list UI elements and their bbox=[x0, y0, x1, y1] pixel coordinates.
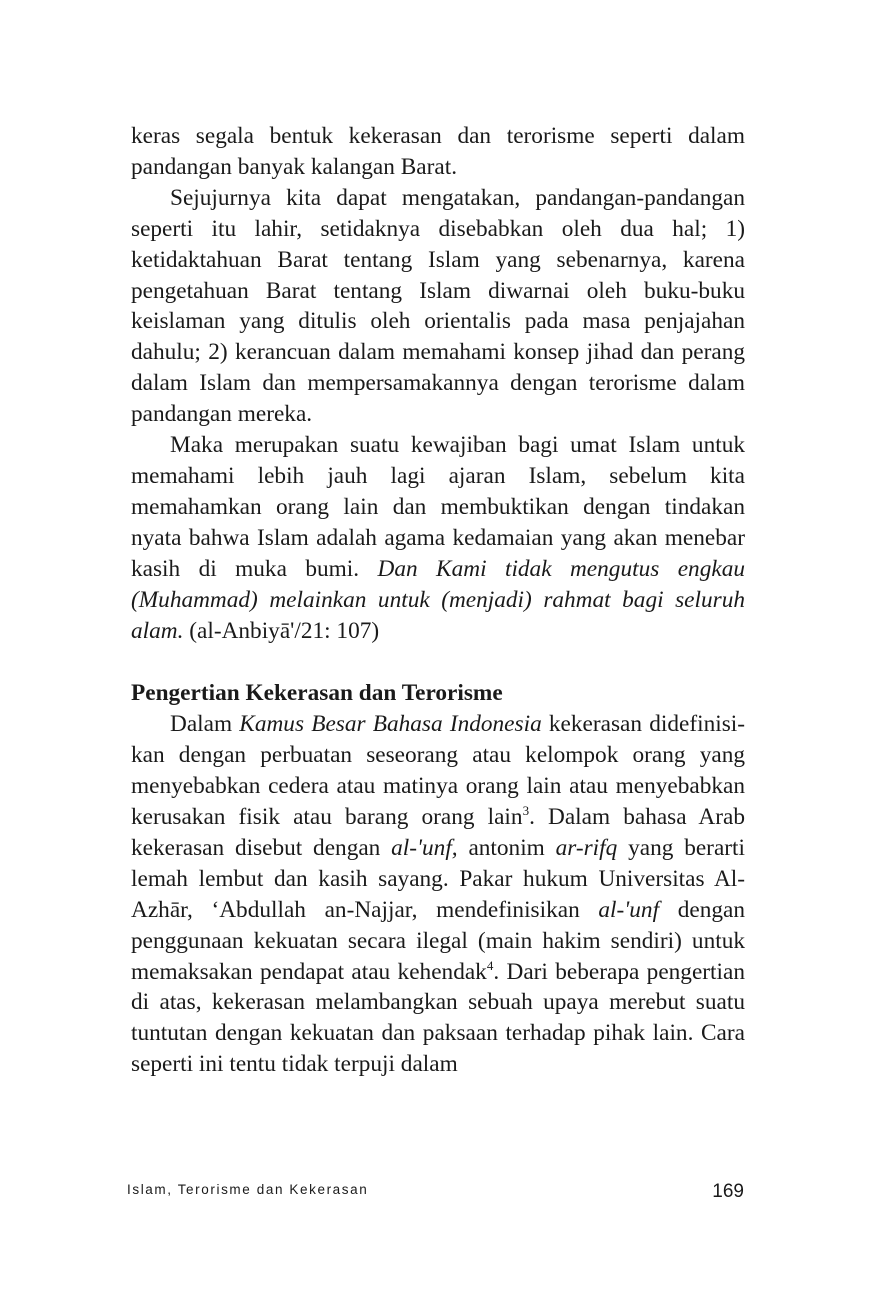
italic-text: Dan Kami tidak mengutus engkau (Muhammad) melainkan untuk (menjadi) rahmat bagi seluruh alam. bbox=[131, 555, 745, 644]
section-heading: Pengertian Kekerasan dan Terorisme bbox=[131, 680, 503, 707]
paragraph bbox=[131, 709, 745, 1080]
footnote-ref: 4 bbox=[486, 957, 494, 973]
page-number: 169 bbox=[712, 1181, 744, 1202]
italic-text: al-'unf bbox=[598, 896, 660, 923]
text-segment: . Dalam bahasa Arab kekerasan disebut dengan bbox=[131, 804, 745, 861]
paragraph bbox=[131, 183, 745, 430]
italic-text: ar-rifq bbox=[555, 834, 618, 861]
section-paragraphs bbox=[131, 709, 745, 1080]
text-segment: Dalam bbox=[170, 711, 240, 738]
body-paragraphs bbox=[131, 121, 745, 646]
italic-text: Kamus Besar Bahasa Indonesia bbox=[239, 711, 542, 738]
text-segment: antonim bbox=[457, 834, 556, 861]
text-segment: (al-Anbiyā'/21: 107) bbox=[183, 617, 380, 644]
italic-text: al-'unf, bbox=[391, 834, 458, 861]
text-segment: yang berarti lemah lembut dan kasih sayang. Pakar hukum Universitas Al-Azhār, ‘Abdullah an-Najjar, mendefinisikan bbox=[131, 834, 745, 923]
text-segment: Maka merupakan suatu kewajiban bagi umat Islam untuk memahami lebih jauh lagi ajaran Islam, sebelum kita memahamkan orang lain dan membuktikan dengan tindakan nyata bahwa Islam adalah agama kedamaian yang akan menebar kasih di muka bumi. bbox=[131, 432, 745, 582]
text-segment: kekerasan didefinisi-kan dengan perbuatan seseorang atau kelompok orang yang menyebabkan cedera atau matinya orang lain atau menyebabkan kerusakan fisik atau barang orang lain bbox=[131, 711, 745, 831]
text-segment: . Dari beberapa pengertian di atas, kekerasan melambangkan sebuah upaya merebut suatu tuntutan dengan kekuatan dan paksaan terhadap pihak lain. Cara seperti ini tentu tidak terpuji dalam bbox=[131, 958, 745, 1078]
page-body bbox=[131, 121, 745, 1080]
footnote-ref: 3 bbox=[522, 803, 530, 819]
text-segment: keras segala bentuk kekerasan dan terorisme seperti dalam pandangan banyak kalangan Barat. bbox=[131, 123, 745, 180]
paragraph bbox=[131, 430, 745, 646]
text-segment: dengan penggunaan kekuatan secara ilegal (main hakim sendiri) untuk memaksakan pendapat atau kehendak bbox=[131, 896, 745, 985]
text-segment: Sejujurnya kita dapat mengatakan, pandangan-pandangan seperti itu lahir, setidaknya disebabkan oleh dua hal; 1) ketidaktahuan Barat tentang Islam yang sebenarnya, karena pengetahuan Barat tentang Islam diwarnai oleh buku-buku keislaman yang ditulis oleh orientalis pada masa penjajahan dahulu; 2) kerancuan dalam memahami konsep jihad dan perang dalam Islam dan mempersamakannya dengan terorisme dalam pandangan mereka. bbox=[131, 184, 745, 428]
running-footer-title: Islam, Terorisme dan Kekerasan bbox=[127, 1182, 369, 1197]
paragraph bbox=[131, 121, 745, 183]
